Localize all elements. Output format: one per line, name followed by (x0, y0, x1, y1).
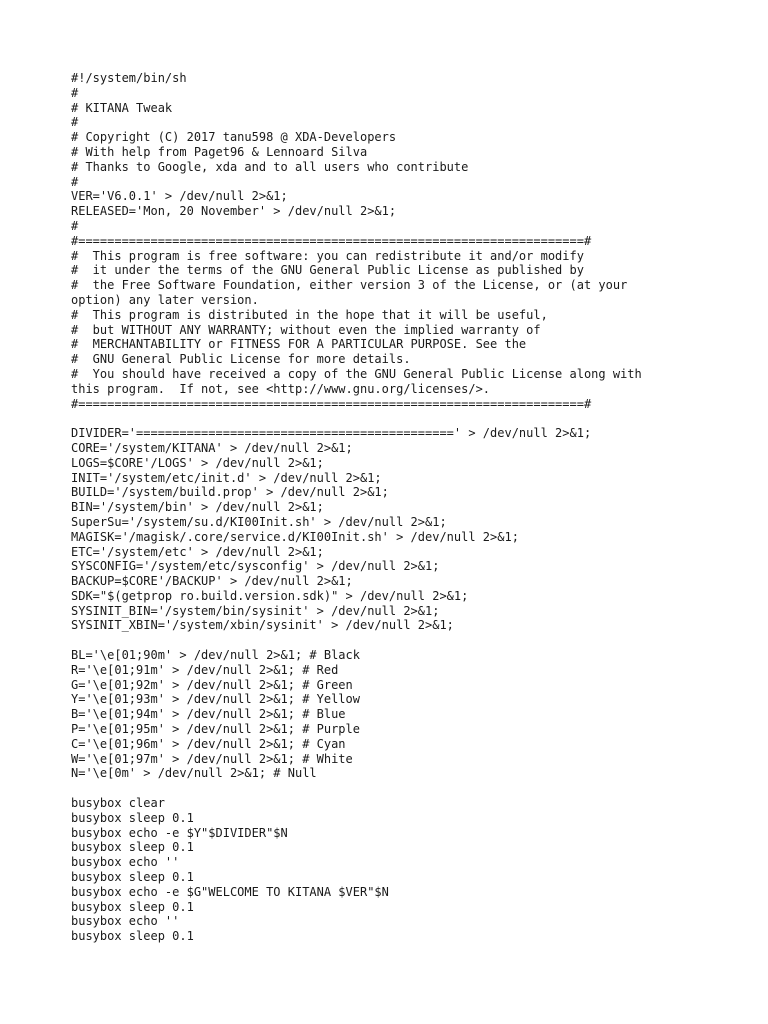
code-line: BACKUP=$CORE'/BACKUP' > /dev/null 2>&1; (71, 574, 353, 589)
code-line: P='\e[01;95m' > /dev/null 2>&1; # Purple (71, 722, 360, 737)
code-line (71, 411, 642, 426)
code-line: MAGISK='/magisk/.core/service.d/KI00Init.sh' > /dev/null 2>&1; (71, 529, 519, 544)
code-line: SuperSu='/system/su.d/KI00Init.sh' > /dev/null 2>&1; (71, 514, 447, 529)
code-line: W='\e[01;97m' > /dev/null 2>&1; # White (71, 751, 353, 766)
code-line: BUILD='/system/build.prop' > /dev/null 2>&1; (71, 485, 389, 500)
code-line: #======================================================================# (71, 233, 592, 248)
code-line: busybox sleep 0.1 (71, 840, 194, 855)
code-line: C='\e[01;96m' > /dev/null 2>&1; # Cyan (71, 736, 346, 751)
code-line: SYSINIT_XBIN='/system/xbin/sysinit' > /dev/null 2>&1; (71, 618, 454, 633)
code-line: busybox sleep 0.1 (71, 899, 194, 914)
code-line: ETC='/system/etc' > /dev/null 2>&1; (71, 544, 324, 559)
code-line (71, 781, 642, 796)
code-line: busybox sleep 0.1 (71, 870, 194, 885)
code-line (71, 633, 642, 648)
code-line: # Copyright (C) 2017 tanu598 @ XDA-Developers (71, 130, 397, 145)
code-line: #!/system/bin/sh (71, 71, 187, 85)
code-line: # (71, 115, 79, 130)
code-line: # it under the terms of the GNU General Public License as published by (71, 263, 584, 278)
code-line: # This program is free software: you can redistribute it and/or modify (71, 248, 584, 263)
code-line: SYSCONFIG='/system/etc/sysconfig' > /dev/null 2>&1; (71, 559, 440, 574)
code-line: # With help from Paget96 & Lennoard Silva (71, 144, 368, 159)
code-line: # the Free Software Foundation, either version 3 of the License, or (at your (71, 278, 628, 293)
code-line: BL='\e[01;90m' > /dev/null 2>&1; # Black (71, 648, 360, 663)
code-line: # GNU General Public License for more details. (71, 352, 411, 367)
code-line: # This program is distributed in the hope that it will be useful, (71, 307, 548, 322)
code-line: # KITANA Tweak (71, 100, 173, 115)
code-line: busybox echo '' (71, 855, 180, 870)
code-line: # but WITHOUT ANY WARRANTY; without even the implied warranty of (71, 322, 541, 337)
code-line: B='\e[01;94m' > /dev/null 2>&1; # Blue (71, 707, 346, 722)
code-line: # (71, 218, 79, 233)
code-line: busybox sleep 0.1 (71, 929, 194, 944)
code-line: #======================================================================# (71, 396, 592, 411)
code-line: busybox echo '' (71, 914, 180, 929)
code-line: INIT='/system/etc/init.d' > /dev/null 2>&1; (71, 470, 382, 485)
code-line: VER='V6.0.1' > /dev/null 2>&1; (71, 189, 288, 204)
code-line: # (71, 85, 79, 100)
code-line: busybox sleep 0.1 (71, 810, 194, 825)
code-line: option) any later version. (71, 292, 259, 307)
code-line: busybox echo -e $Y"$DIVIDER"$N (71, 825, 288, 840)
code-line: busybox clear (71, 796, 165, 811)
code-line: # Thanks to Google, xda and to all users who contribute (71, 159, 469, 174)
code-line: # MERCHANTABILITY or FITNESS FOR A PARTICULAR PURPOSE. See the (71, 337, 527, 352)
code-line: Y='\e[01;93m' > /dev/null 2>&1; # Yellow (71, 692, 360, 707)
code-line: DIVIDER='============================================' > /dev/null 2>&1; (71, 426, 592, 441)
code-line: BIN='/system/bin' > /dev/null 2>&1; (71, 500, 324, 515)
code-line: RELEASED='Mon, 20 November' > /dev/null 2>&1; (71, 204, 397, 219)
code-line: this program. If not, see <http://www.gnu.org/licenses/>. (71, 381, 491, 396)
code-line: # You should have received a copy of the GNU General Public License along with (71, 366, 642, 381)
code-line: busybox echo -e $G"WELCOME TO KITANA $VER"$N (71, 884, 389, 899)
code-line: SYSINIT_BIN='/system/bin/sysinit' > /dev/null 2>&1; (71, 603, 440, 618)
code-line: G='\e[01;92m' > /dev/null 2>&1; # Green (71, 677, 353, 692)
code-line: N='\e[0m' > /dev/null 2>&1; # Null (71, 766, 317, 781)
code-line: R='\e[01;91m' > /dev/null 2>&1; # Red (71, 662, 339, 677)
script-text (71, 71, 642, 944)
code-line: CORE='/system/KITANA' > /dev/null 2>&1; (71, 440, 353, 455)
code-line: SDK="$(getprop ro.build.version.sdk)" > /dev/null 2>&1; (71, 588, 469, 603)
code-line: # (71, 174, 79, 189)
code-line: LOGS=$CORE'/LOGS' > /dev/null 2>&1; (71, 455, 324, 470)
